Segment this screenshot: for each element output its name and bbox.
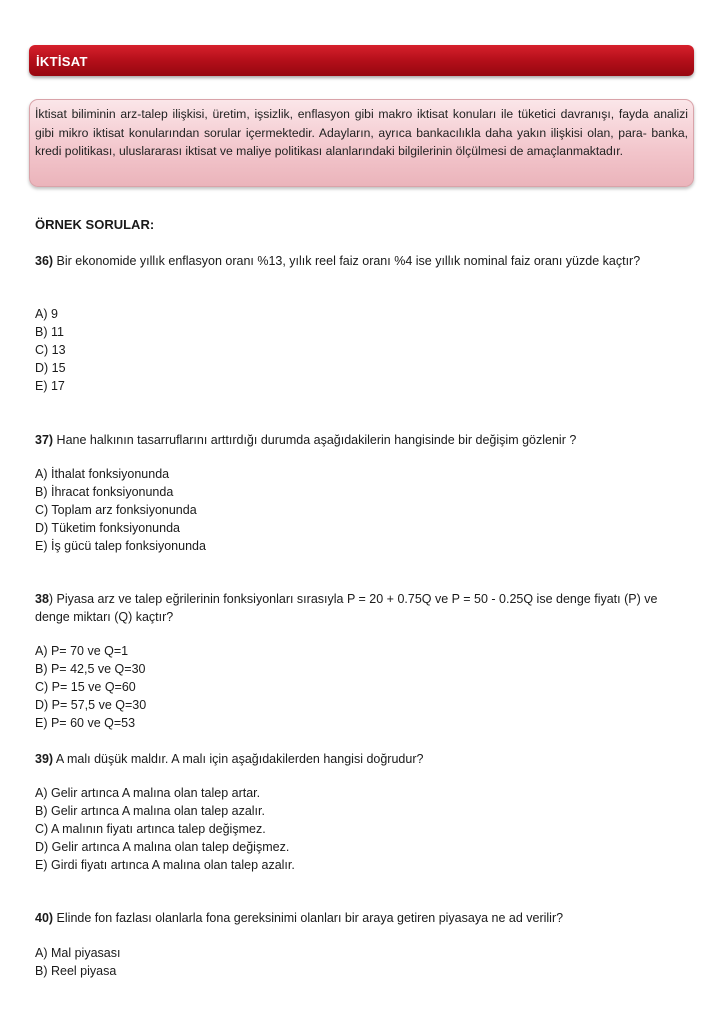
question-text: Elinde fon fazlası olanlarla fona gereksinimi olanları bir araya getiren piyasaya ne ad verilir? bbox=[53, 911, 564, 925]
question-text: A malı düşük maldır. A malı için aşağıdakilerden hangisi doğrudur? bbox=[53, 752, 424, 766]
option-d: D) Gelir artınca A malına olan talep değişmez. bbox=[35, 840, 290, 854]
question-number: 37) bbox=[35, 433, 54, 447]
question-39 bbox=[35, 750, 675, 768]
option-b: B) İhracat fonksiyonunda bbox=[35, 485, 174, 499]
question-40 bbox=[35, 909, 675, 927]
section-header bbox=[29, 45, 694, 76]
question-36 bbox=[35, 252, 675, 270]
question-number: 39) bbox=[35, 752, 54, 766]
intro-text: İktisat biliminin arz-talep ilişkisi, üretim, işsizlik, enflasyon gibi makro iktisat konuları ile tüketici davranışı, fayda analizi gibi mikro iktisat konularından sorular içermektedir. Adayların, ayrıca bankacılıkla daha yakın ilişkisi olan, para- banka, kredi politikası, uluslararası iktisat ve maliye politikası alanlarındaki bilgilerinin ölçülmesi de amaçlanmaktadır. bbox=[35, 107, 688, 158]
option-b: B) Gelir artınca A malına olan talep azalır. bbox=[35, 804, 265, 818]
options-38 bbox=[35, 642, 146, 732]
option-b: B) P= 42,5 ve Q=30 bbox=[35, 662, 146, 676]
option-a: A) Gelir artınca A malına olan talep artar. bbox=[35, 786, 261, 800]
question-text: ) Piyasa arz ve talep eğrilerinin fonksiyonları sırasıyla P = 20 + 0.75Q ve P = 50 - 0.25Q ise denge fiyatı (P) ve denge miktarı (Q) kaçtır? bbox=[35, 592, 658, 624]
question-number: 38 bbox=[35, 592, 49, 606]
option-d: D) P= 57,5 ve Q=30 bbox=[35, 698, 147, 712]
option-e: E) P= 60 ve Q=53 bbox=[35, 716, 136, 730]
question-38 bbox=[35, 590, 675, 626]
options-36 bbox=[35, 305, 66, 395]
options-40 bbox=[35, 944, 120, 980]
option-e: E) Girdi fiyatı artınca A malına olan talep azalır. bbox=[35, 858, 295, 872]
intro-box bbox=[29, 99, 694, 187]
option-e: E) 17 bbox=[35, 379, 65, 393]
option-c: C) Toplam arz fonksiyonunda bbox=[35, 503, 197, 517]
option-c: C) A malının fiyatı artınca talep değişmez. bbox=[35, 822, 266, 836]
option-b: B) 11 bbox=[35, 325, 64, 339]
option-e: E) İş gücü talep fonksiyonunda bbox=[35, 539, 206, 553]
options-39 bbox=[35, 784, 295, 874]
options-37 bbox=[35, 465, 206, 555]
option-a: A) İthalat fonksiyonunda bbox=[35, 467, 170, 481]
option-a: A) P= 70 ve Q=1 bbox=[35, 644, 129, 658]
option-c: C) P= 15 ve Q=60 bbox=[35, 680, 136, 694]
option-c: C) 13 bbox=[35, 343, 66, 357]
question-text: Hane halkının tasarruflarını arttırdığı durumda aşağıdakilerin hangisinde bir değişim gözlenir ? bbox=[53, 433, 577, 447]
question-text: Bir ekonomide yıllık enflasyon oranı %13, yılık reel faiz oranı %4 ise yıllık nominal faiz oranı yüzde kaçtır? bbox=[53, 254, 641, 268]
sample-questions-title: ÖRNEK SORULAR: bbox=[35, 217, 155, 232]
option-d: D) Tüketim fonksiyonunda bbox=[35, 521, 180, 535]
page-title: İKTİSAT bbox=[36, 54, 88, 69]
option-a: A) 9 bbox=[35, 307, 58, 321]
option-a: A) Mal piyasası bbox=[35, 946, 121, 960]
question-number: 36) bbox=[35, 254, 54, 268]
option-b: B) Reel piyasa bbox=[35, 964, 117, 978]
option-d: D) 15 bbox=[35, 361, 66, 375]
question-37 bbox=[35, 431, 675, 449]
question-number: 40) bbox=[35, 911, 54, 925]
